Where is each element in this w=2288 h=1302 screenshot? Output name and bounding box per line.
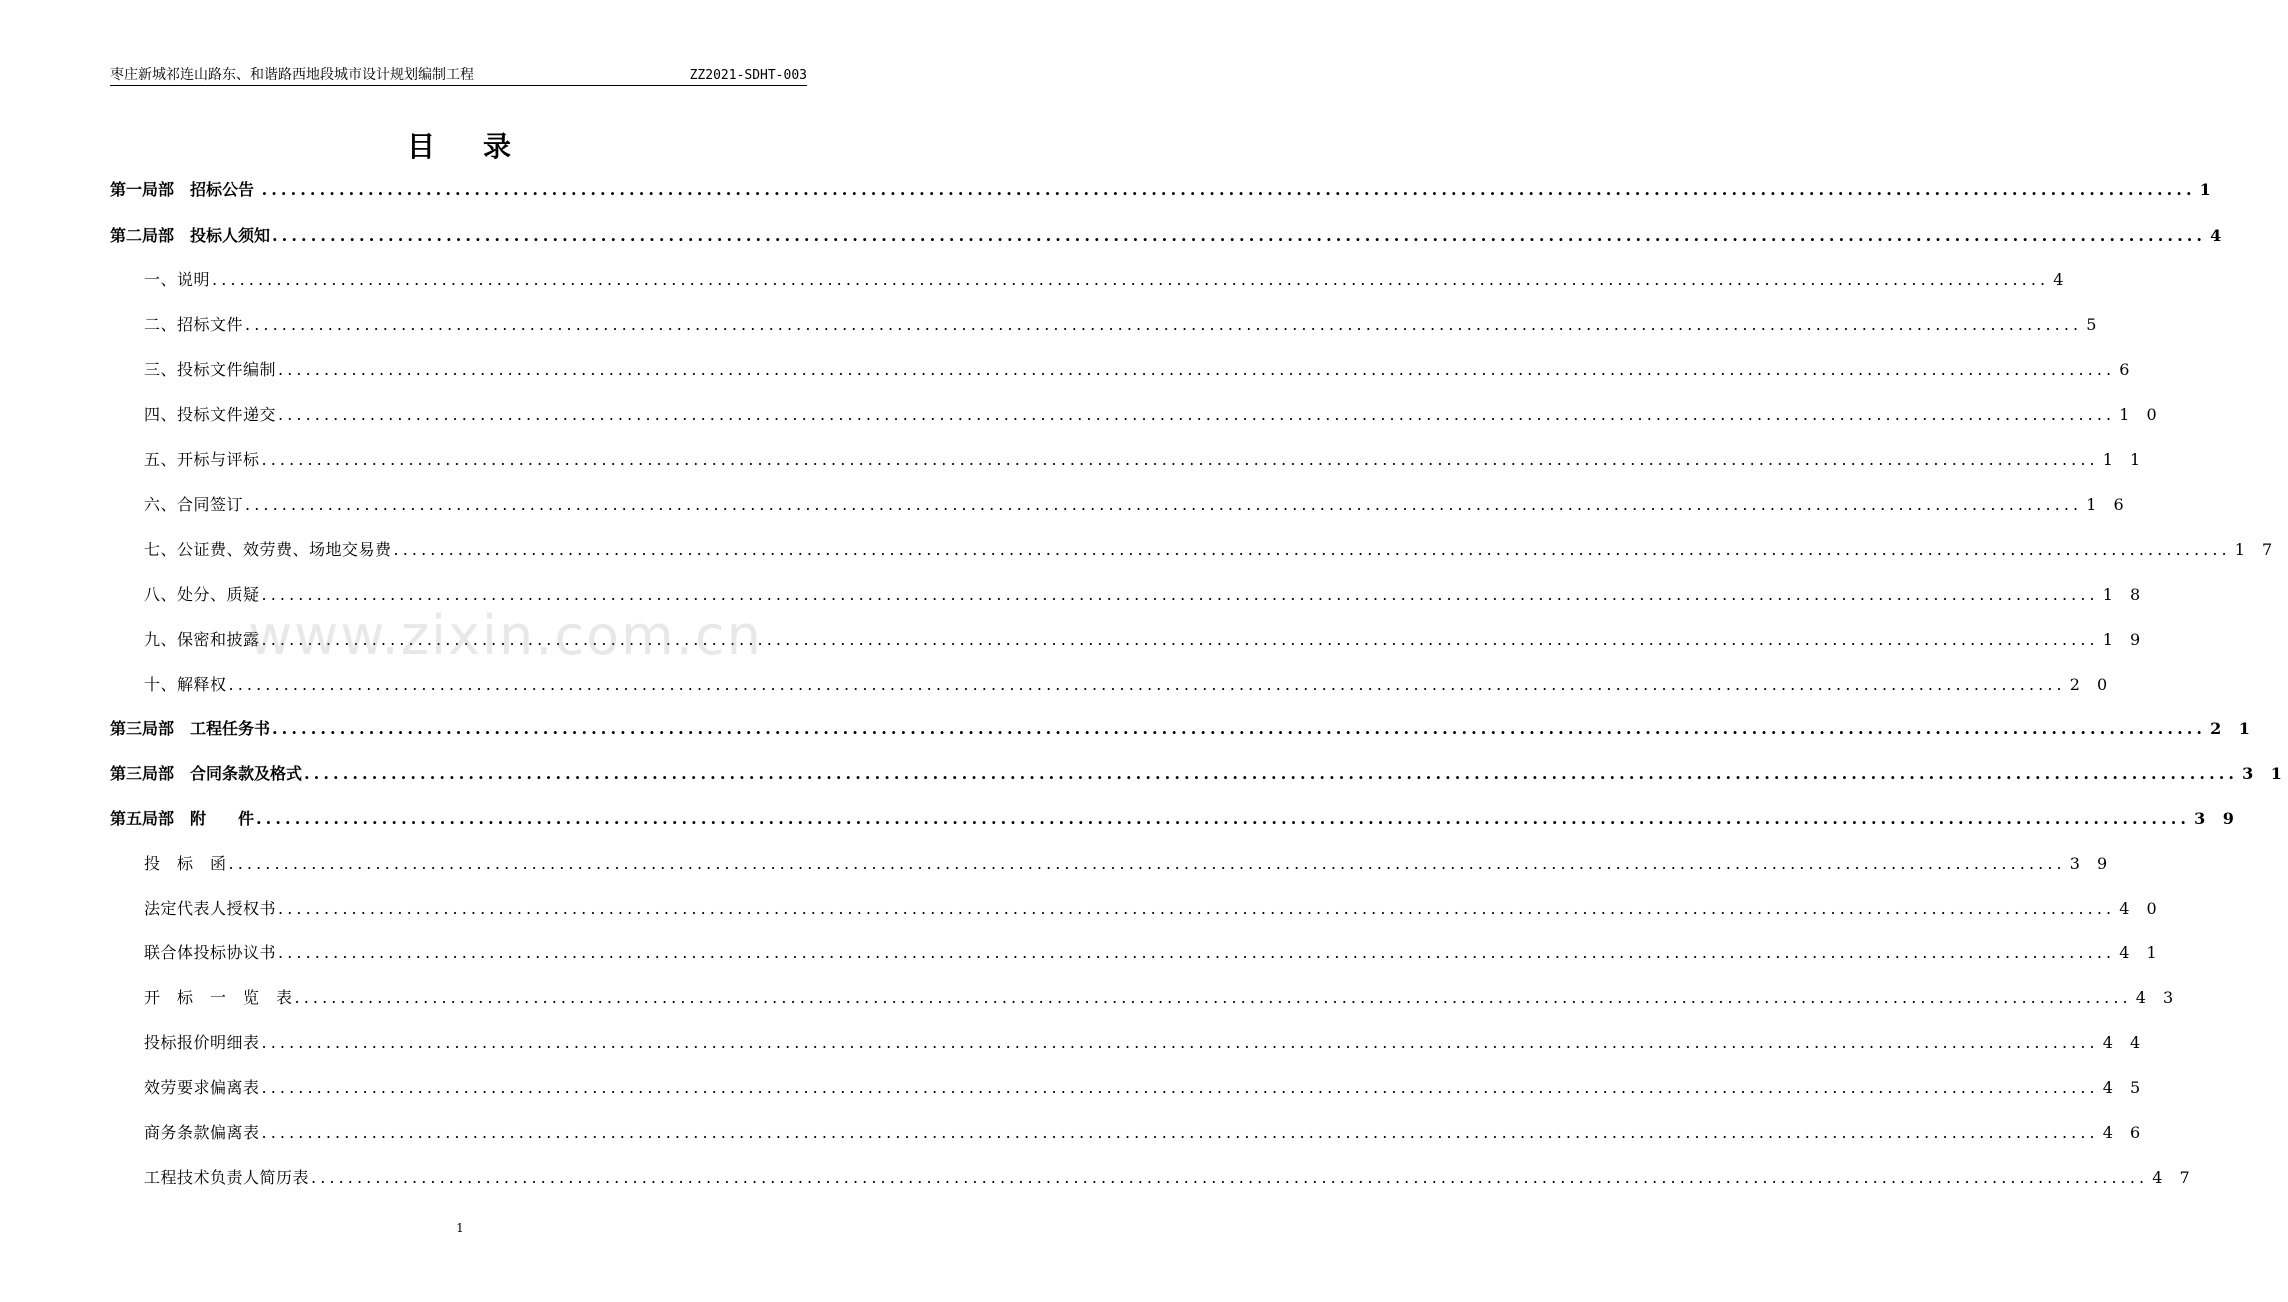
toc-leader-dots: ........................................................................................................................................................................................................ <box>272 226 2207 245</box>
toc-leader-dots: ........................................................................................................................................................................................................ <box>278 943 2116 962</box>
toc-entry[interactable] <box>144 941 2163 965</box>
toc-entry-label: 效劳要求偏离表 <box>144 1078 260 1097</box>
toc-entry-page-number: 1 9 <box>2102 630 2147 649</box>
toc-leader-dots: ........................................................................................................................................................................................................ <box>245 315 2083 334</box>
toc-title-part2: 录 <box>483 130 514 163</box>
toc-entry-label: 开 标 一 览 表 <box>144 988 293 1007</box>
toc-entry-page-number: 3 9 <box>2069 854 2114 873</box>
toc-entry[interactable] <box>144 313 2103 337</box>
toc-entry-page-number: 2 0 <box>2069 675 2114 694</box>
toc-entry-page-number: 1 6 <box>2086 495 2130 514</box>
toc-entry[interactable] <box>144 268 2070 292</box>
toc-leader-dots: ........................................................................................................................................................................................................ <box>261 585 2099 604</box>
toc-entry-page-number: 3 1 <box>2242 764 2288 783</box>
toc-entry-page-number: 6 <box>2119 360 2136 379</box>
toc-entry[interactable] <box>144 403 2163 427</box>
header-project-title: 枣庄新城祁连山路东、和谐路西地段城市设计规划编制工程 <box>110 67 474 83</box>
toc-entry-page-number: 4 5 <box>2102 1078 2147 1097</box>
toc-entry[interactable] <box>144 1121 2147 1145</box>
toc-entry-label: 工程技术负责人简历表 <box>144 1168 310 1187</box>
toc-entry[interactable] <box>144 673 2114 697</box>
toc-entry[interactable] <box>110 762 2288 786</box>
toc-entry-label: 第五局部 附 件 <box>110 809 255 828</box>
toc-entry[interactable] <box>144 448 2147 472</box>
toc-leader-dots: ........................................................................................................................................................................................................ <box>261 1078 2099 1097</box>
toc-entry-label: 第二局部 投标人须知 <box>110 226 271 245</box>
page-header <box>110 66 807 86</box>
toc-entry-page-number: 1 1 <box>2102 450 2147 469</box>
toc-leader-dots: ........................................................................................................................................................................................................ <box>261 1033 2099 1052</box>
toc-entry[interactable] <box>110 224 2228 248</box>
toc-entry-label: 一、说明 <box>144 270 211 289</box>
toc-entry-page-number: 4 <box>2210 226 2228 245</box>
toc-leader-dots: ........................................................................................................................................................................................................ <box>261 630 2099 649</box>
toc-entry-page-number: 4 0 <box>2119 899 2163 918</box>
toc-leader-dots: ........................................................................................................................................................................................................ <box>278 405 2116 424</box>
toc-entry-label: 八、处分、质疑 <box>144 585 260 604</box>
toc-leader-dots: ........................................................................................................................................................................................................ <box>294 988 2132 1007</box>
toc-entry-page-number: 2 1 <box>2210 719 2256 738</box>
toc-entry-label: 九、保密和披露 <box>144 630 260 649</box>
toc-entry-label: 二、招标文件 <box>144 315 244 334</box>
toc-title-part1: 目 <box>406 130 437 163</box>
toc-leader-dots: ........................................................................................................................................................................................................ <box>278 899 2116 918</box>
toc-entry-label: 联合体投标协议书 <box>144 943 277 962</box>
watermark: www.zixin.com.cn <box>248 604 763 667</box>
toc-entry-label: 投 标 函 <box>144 854 227 873</box>
toc-entry-label: 六、合同签订 <box>144 495 244 514</box>
toc-leader-dots: ........................................................................................................................................................................................................ <box>228 675 2066 694</box>
toc-entry-label: 法定代表人授权书 <box>144 899 277 918</box>
toc-leader-dots: ........................................................................................................................................................................................................ <box>304 764 2239 783</box>
toc-entry[interactable] <box>144 1076 2147 1100</box>
toc-entry-label: 三、投标文件编制 <box>144 360 277 379</box>
toc-entry[interactable] <box>144 1031 2147 1055</box>
toc-entry[interactable] <box>144 852 2114 876</box>
toc-entry-page-number: 4 1 <box>2119 943 2163 962</box>
toc-leader-dots: ........................................................................................................................................................................................................ <box>272 719 2207 738</box>
toc-leader-dots: ........................................................................................................................................................................................................ <box>393 540 2231 559</box>
toc-entry[interactable] <box>110 178 2217 202</box>
toc-leader-dots: ........................................................................................................................................................................................................ <box>278 360 2116 379</box>
toc-entry-label: 投标报价明细表 <box>144 1033 260 1052</box>
toc-entry-page-number: 3 9 <box>2194 809 2240 828</box>
toc-leader-dots: ........................................................................................................................................................................................................ <box>261 1123 2099 1142</box>
toc-entry-label: 商务条款偏离表 <box>144 1123 260 1142</box>
toc-entry-label: 第一局部 招标公告 <box>110 180 260 199</box>
toc-leader-dots: ........................................................................................................................................................................................................ <box>256 809 2191 828</box>
toc-entry-page-number: 1 8 <box>2102 585 2147 604</box>
toc-entry-page-number: 1 0 <box>2119 405 2163 424</box>
toc-leader-dots: ........................................................................................................................................................................................................ <box>212 270 2050 289</box>
toc-entry[interactable] <box>144 897 2163 921</box>
header-document-number: ZZ2021-SDHT-003 <box>689 68 807 83</box>
toc-leader-dots: ........................................................................................................................................................................................................ <box>228 854 2066 873</box>
page-number-footer: 1 <box>456 1221 464 1235</box>
toc-entry-page-number: 4 4 <box>2102 1033 2147 1052</box>
toc-title <box>0 127 920 167</box>
toc-entry-label: 四、投标文件递交 <box>144 405 277 424</box>
toc-leader-dots: ........................................................................................................................................................................................................ <box>311 1168 2149 1187</box>
toc-leader-dots: ........................................................................................................................................................................................................ <box>261 180 2196 199</box>
toc-entry-label: 第三局部 合同条款及格式 <box>110 764 303 783</box>
toc-entry-label: 五、开标与评标 <box>144 450 260 469</box>
toc-entry[interactable] <box>110 807 2240 831</box>
toc-entry[interactable] <box>144 986 2180 1010</box>
toc-entry-page-number: 4 <box>2053 270 2070 289</box>
toc-entry[interactable] <box>144 358 2136 382</box>
toc-entry-label: 第三局部 工程任务书 <box>110 719 271 738</box>
toc-leader-dots: ........................................................................................................................................................................................................ <box>261 450 2099 469</box>
toc-leader-dots: ........................................................................................................................................................................................................ <box>245 495 2083 514</box>
toc-entry-page-number: 5 <box>2086 315 2103 334</box>
toc-entry-page-number: 4 3 <box>2135 988 2180 1007</box>
toc-entry[interactable] <box>144 493 2130 517</box>
toc-entry[interactable] <box>144 538 2279 562</box>
toc-entry[interactable] <box>144 1166 2196 1190</box>
toc-entry-label: 七、公证费、效劳费、场地交易费 <box>144 540 392 559</box>
toc-entry-page-number: 1 <box>2199 180 2217 199</box>
toc-entry-page-number: 4 6 <box>2102 1123 2147 1142</box>
toc-entry-page-number: 1 7 <box>2234 540 2279 559</box>
toc-entry[interactable] <box>110 717 2256 741</box>
toc-entry-label: 十、解释权 <box>144 675 227 694</box>
toc-entry-page-number: 4 7 <box>2152 1168 2196 1187</box>
